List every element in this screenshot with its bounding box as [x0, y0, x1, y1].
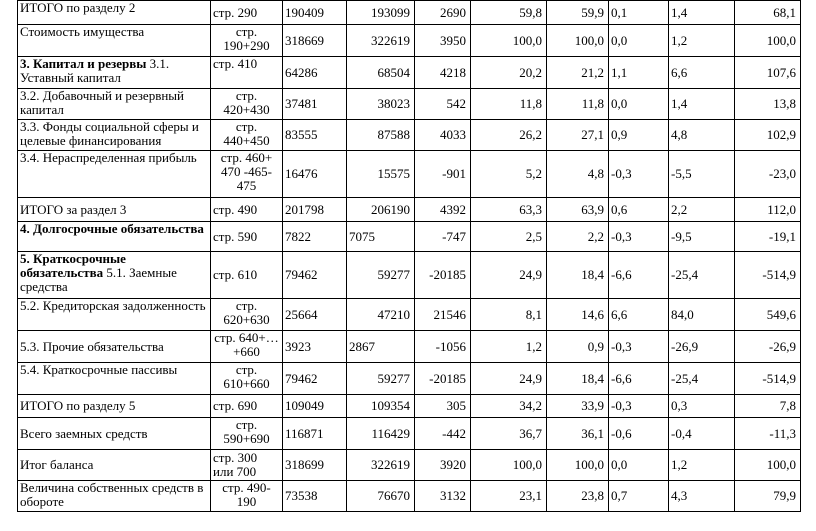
cell: 1,4: [669, 1, 735, 25]
cell: 109354: [347, 395, 415, 418]
cell: -9,5: [669, 222, 735, 252]
cell: 318699: [283, 450, 347, 481]
row-line: стр. 610+660: [211, 363, 283, 395]
cell: -26,9: [735, 331, 801, 363]
cell: 322619: [347, 25, 415, 57]
table-row: [18, 198, 801, 222]
cell: -0,3: [609, 222, 669, 252]
cell: 0,0: [609, 450, 669, 481]
cell: 107,6: [735, 57, 801, 89]
cell: 2690: [415, 1, 471, 25]
cell: 87588: [347, 120, 415, 151]
cell: -6,6: [609, 363, 669, 395]
cell: -25,4: [669, 252, 735, 299]
cell: 2,2: [669, 198, 735, 222]
cell: 2,2: [547, 222, 609, 252]
cell: 23,8: [547, 481, 609, 512]
row-label: ИТОГО по разделу 2: [18, 1, 211, 25]
cell: 100,0: [547, 25, 609, 57]
row-line: стр. 640+…+660: [211, 331, 283, 363]
cell: 0,0: [609, 89, 669, 120]
row-label: 5.2. Кредиторская задолженность: [18, 299, 211, 331]
cell: 0,7: [609, 481, 669, 512]
cell: 79,9: [735, 481, 801, 512]
row-line: стр. 420+430: [211, 89, 283, 120]
cell: 1,4: [669, 89, 735, 120]
cell: 318669: [283, 25, 347, 57]
cell: 20,2: [471, 57, 547, 89]
cell: 4392: [415, 198, 471, 222]
cell: 4033: [415, 120, 471, 151]
cell: 100,0: [735, 450, 801, 481]
cell: 16476: [283, 151, 347, 198]
cell: -0,4: [669, 418, 735, 450]
table-row: [18, 481, 801, 512]
table-row: [18, 450, 801, 481]
row-label: Стоимость имущества: [18, 25, 211, 57]
row-label: 3.2. Добавочный и резервный капитал: [18, 89, 211, 120]
cell: 59,8: [471, 1, 547, 25]
cell: 25664: [283, 299, 347, 331]
cell: -1056: [415, 331, 471, 363]
cell: 1,2: [669, 450, 735, 481]
row-line: стр. 610: [211, 252, 283, 299]
cell: 3950: [415, 25, 471, 57]
cell: 116871: [283, 418, 347, 450]
cell: 63,3: [471, 198, 547, 222]
cell: 73538: [283, 481, 347, 512]
cell: 63,9: [547, 198, 609, 222]
cell: 11,8: [547, 89, 609, 120]
table-row: [18, 252, 801, 299]
table-row: [18, 25, 801, 57]
cell: 64286: [283, 57, 347, 89]
cell: 4,8: [547, 151, 609, 198]
table-row: [18, 395, 801, 418]
cell: 112,0: [735, 198, 801, 222]
table-row: [18, 120, 801, 151]
row-line: стр. 440+450: [211, 120, 283, 151]
cell: 7,8: [735, 395, 801, 418]
table-row: [18, 299, 801, 331]
row-line: стр. 590+690: [211, 418, 283, 450]
table-row: [18, 331, 801, 363]
cell: 109049: [283, 395, 347, 418]
cell: 27,1: [547, 120, 609, 151]
cell: 100,0: [547, 450, 609, 481]
row-label: 3.4. Нераспределенная прибыль: [18, 151, 211, 198]
cell: 3920: [415, 450, 471, 481]
cell: 68504: [347, 57, 415, 89]
row-line: стр. 460+ 470 -465- 475: [211, 151, 283, 198]
cell: 33,9: [547, 395, 609, 418]
cell: 18,4: [547, 252, 609, 299]
cell: 542: [415, 89, 471, 120]
cell: 193099: [347, 1, 415, 25]
cell: 24,9: [471, 252, 547, 299]
cell: 0,1: [609, 1, 669, 25]
cell: -23,0: [735, 151, 801, 198]
cell: 7075: [347, 222, 415, 252]
table-row: [18, 89, 801, 120]
row-label-rest: 3.1. Уставный капитал: [20, 56, 170, 85]
row-line: стр. 300 или 700: [211, 450, 283, 481]
cell: -6,6: [609, 252, 669, 299]
cell: 0,9: [547, 331, 609, 363]
cell: 76670: [347, 481, 415, 512]
cell: -0,3: [609, 331, 669, 363]
cell: 3923: [283, 331, 347, 363]
cell: 0,6: [609, 198, 669, 222]
balance-table: [17, 0, 801, 512]
cell: 116429: [347, 418, 415, 450]
row-label: 3.3. Фонды социальной сферы и целевые финансирования: [18, 120, 211, 151]
cell: 0,3: [669, 395, 735, 418]
row-label: [18, 222, 211, 252]
cell: -747: [415, 222, 471, 252]
cell: 1,2: [471, 331, 547, 363]
row-label: 5.3. Прочие обязательства: [18, 331, 211, 363]
table-row: [18, 1, 801, 25]
cell: -20185: [415, 252, 471, 299]
cell: 37481: [283, 89, 347, 120]
cell: 0,0: [609, 25, 669, 57]
table-row: [18, 363, 801, 395]
cell: -901: [415, 151, 471, 198]
cell: 102,9: [735, 120, 801, 151]
row-line: стр. 410: [211, 57, 283, 89]
cell: 36,1: [547, 418, 609, 450]
table-row: [18, 418, 801, 450]
cell: 23,1: [471, 481, 547, 512]
row-line: стр. 190+290: [211, 25, 283, 57]
cell: 68,1: [735, 1, 801, 25]
cell: 21546: [415, 299, 471, 331]
cell: 34,2: [471, 395, 547, 418]
cell: 14,6: [547, 299, 609, 331]
cell: -0,3: [609, 395, 669, 418]
cell: 190409: [283, 1, 347, 25]
cell: -442: [415, 418, 471, 450]
cell: 549,6: [735, 299, 801, 331]
cell: 4218: [415, 57, 471, 89]
cell: 36,7: [471, 418, 547, 450]
cell: -26,9: [669, 331, 735, 363]
cell: 15575: [347, 151, 415, 198]
table-row: [18, 222, 801, 252]
cell: 13,8: [735, 89, 801, 120]
section-heading: 4. Долгосрочные обязательства: [20, 221, 204, 236]
cell: 24,9: [471, 363, 547, 395]
row-line: стр. 620+630: [211, 299, 283, 331]
row-label: ИТОГО по разделу 5: [18, 395, 211, 418]
row-line: стр. 690: [211, 395, 283, 418]
row-label: [18, 252, 211, 299]
cell: 6,6: [669, 57, 735, 89]
cell: 8,1: [471, 299, 547, 331]
cell: 5,2: [471, 151, 547, 198]
cell: 100,0: [471, 25, 547, 57]
cell: -0,3: [609, 151, 669, 198]
row-label: Величина собственных средств в обороте: [18, 481, 211, 512]
cell: 100,0: [471, 450, 547, 481]
table-row: [18, 57, 801, 89]
cell: 3132: [415, 481, 471, 512]
cell: 83555: [283, 120, 347, 151]
cell: 0,9: [609, 120, 669, 151]
cell: 59277: [347, 363, 415, 395]
cell: 7822: [283, 222, 347, 252]
cell: 26,2: [471, 120, 547, 151]
section-heading: 5. Краткосрочные обязательства: [20, 251, 126, 280]
cell: 79462: [283, 363, 347, 395]
cell: -514,9: [735, 363, 801, 395]
cell: -5,5: [669, 151, 735, 198]
cell: 47210: [347, 299, 415, 331]
cell: -19,1: [735, 222, 801, 252]
cell: 100,0: [735, 25, 801, 57]
row-line: стр. 490-190: [211, 481, 283, 512]
cell: 322619: [347, 450, 415, 481]
cell: 21,2: [547, 57, 609, 89]
cell: 11,8: [471, 89, 547, 120]
row-label: Итог баланса: [18, 450, 211, 481]
section-heading: 3. Капитал и резервы: [20, 56, 147, 71]
cell: 4,3: [669, 481, 735, 512]
table-row: [18, 151, 801, 198]
row-label: ИТОГО за раздел 3: [18, 198, 211, 222]
cell: -20185: [415, 363, 471, 395]
cell: 79462: [283, 252, 347, 299]
cell: 59,9: [547, 1, 609, 25]
row-line: стр. 290: [211, 1, 283, 25]
row-line: стр. 590: [211, 222, 283, 252]
row-label-rest: 5.1. Заемные средства: [20, 265, 177, 294]
cell: 206190: [347, 198, 415, 222]
row-label: [18, 57, 211, 89]
cell: 18,4: [547, 363, 609, 395]
cell: 1,1: [609, 57, 669, 89]
cell: 2,5: [471, 222, 547, 252]
cell: 38023: [347, 89, 415, 120]
cell: 84,0: [669, 299, 735, 331]
cell: 201798: [283, 198, 347, 222]
row-line: стр. 490: [211, 198, 283, 222]
row-label: 5.4. Краткосрочные пассивы: [18, 363, 211, 395]
cell: 1,2: [669, 25, 735, 57]
cell: -0,6: [609, 418, 669, 450]
cell: 6,6: [609, 299, 669, 331]
cell: 2867: [347, 331, 415, 363]
row-label: Всего заемных средств: [18, 418, 211, 450]
cell: -25,4: [669, 363, 735, 395]
cell: -514,9: [735, 252, 801, 299]
cell: 305: [415, 395, 471, 418]
cell: 59277: [347, 252, 415, 299]
cell: -11,3: [735, 418, 801, 450]
cell: 4,8: [669, 120, 735, 151]
